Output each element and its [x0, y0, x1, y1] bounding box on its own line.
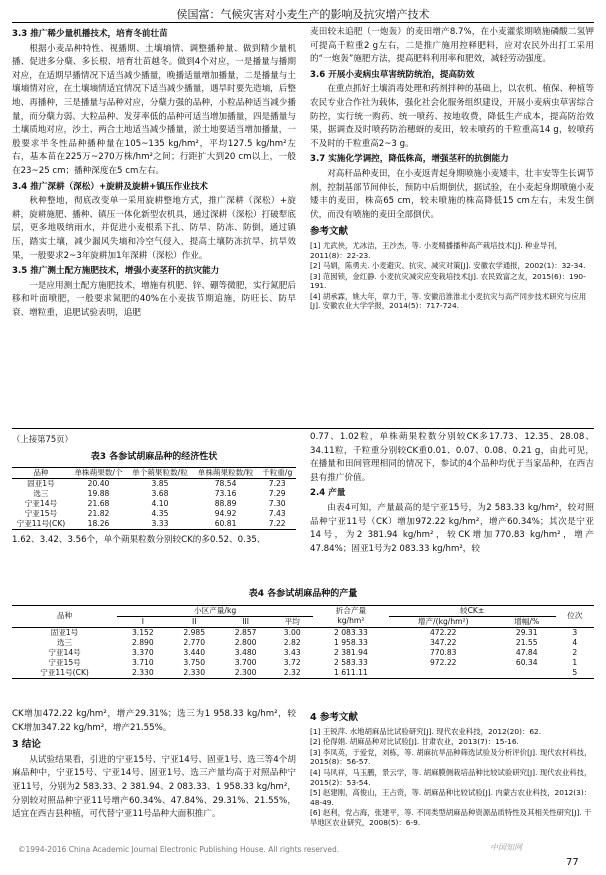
table4-cell: 47.84 — [515, 647, 538, 657]
continued-note: （上接第75页） — [12, 434, 73, 444]
table3 — [12, 467, 296, 530]
table3-row — [12, 509, 296, 519]
table3-cell: 73.16 — [214, 489, 237, 499]
section-3-3-heading: 3.3 推广稀少量机播技术，培育冬前壮苗 — [12, 29, 168, 39]
page-number: 77 — [566, 857, 579, 868]
table4-cell: 选三 — [56, 637, 73, 647]
table4-cell — [498, 668, 556, 679]
reference-item: [4] 胡承霖，姚大年，章力干，等. 安徽沿淮淮北小麦抗灾与高产同步技术研究与应用[J]. 安徽农业大学学报，2014(5)：717-724. — [310, 291, 587, 311]
section-3-3-text: 根据小麦品种特性、视播期、土壤墒情、调整播种量、做到精少量机播、促进多分蘖、多长根、培育壮苗越冬。做到4个对应，一是播量与播期对应，在适期早播情况下适当减少播量，晚播适量增加播量，二是播量与土壤墒情对应，在土壤墒情适宜情况下适当减少播量，遇旱时要先造墒，后整地、再播种，三是播量与品种对应，分蘖力强的品种，小粒品种适当减少播量，而分蘖力弱、大粒品种、发芽率低的品种可适当增加播量，四是播量与土壤质地对应，沙土、两合土地适当减少播量，淤土地要适当增加播量，一般要求半冬性品种播种量在105~135 kg/hm²，平均127.5 kg/hm²左右，基本苗在225万~270万株/hm²之间；行距扩大到20 cm以上，一般在23~25 cm；播种深度在5 cm左右。 — [12, 43, 296, 176]
table3-cell: 宁亚14号 — [24, 499, 58, 509]
table4-subheader: 增产/(kg/hm²) — [389, 616, 498, 627]
table4 — [12, 605, 594, 679]
table4-header: 折合产量 — [335, 605, 367, 615]
reference-item: [4] 马风祥，马玉鹏，景云学，等. 胡麻膜侧栽培品种比较试验研究[J]. 现代农业科技，2015(2)：53-54. — [310, 767, 592, 787]
conclusion-heading: 3 结论 — [12, 739, 41, 751]
header-rule — [12, 22, 594, 23]
table4-cell: 1 611.11 — [313, 668, 389, 679]
table3-cell: 7.30 — [268, 499, 286, 509]
table4-cell: 2.330 — [169, 668, 220, 679]
table4-cell: 1 958.33 — [333, 637, 368, 647]
table4-cell: 3 — [572, 627, 578, 637]
table3-cell: 3.68 — [151, 489, 169, 499]
section-3-5-heading: 3.5 推广测土配方施肥技术，增强小麦茎秆的抗灾能力 — [12, 266, 220, 277]
conclusion-text: 从试验结果看，引进的宁亚15号、宁亚14号、固亚1号、选三等4个胡麻品种中，宁亚15号、宁亚14号、固亚1号、选三产量均高于对照品种宁亚11号，分别为2 583.33、2 381.94、2 083.33、1 958.33 kg/hm²，分别较对照品种宁亚11号增产60.34%、47.84%、29.31%、21.55%，适宜在西吉县种植，可代替宁亚11号品种大面积推广。 — [12, 754, 296, 820]
reference-item: [2] 马娟，陈勇夫. 小麦避灾、抗灾、减灾对策[J]. 安徽农学通报，2002(1)：32-34. — [310, 261, 586, 271]
table4-subheader: 平均 — [271, 616, 313, 627]
table3-header: 品种 — [12, 468, 70, 479]
table4-cell: 宁亚15号 — [48, 657, 81, 667]
table3-header: 单株蒴果粒数/粒 — [193, 468, 259, 479]
table3-cell: 7.43 — [268, 509, 286, 519]
table4-cell: 3.43 — [283, 647, 301, 657]
table3-cell: 4.35 — [151, 509, 169, 519]
table3-cell: 78.54 — [214, 479, 237, 489]
table4-cell: 4 — [572, 637, 578, 647]
table4-cell: 972.22 — [429, 657, 457, 667]
table4-cell: 2.890 — [131, 637, 154, 647]
table4-cell: 2.330 — [117, 668, 168, 679]
table4-cell: 347.22 — [429, 637, 457, 647]
table4-header: 较CK± — [389, 605, 556, 616]
table4-cell: 472.22 — [429, 627, 457, 637]
references-heading: 4 参考文献 — [310, 712, 358, 723]
bottom-right-column — [310, 708, 594, 844]
lower-right-column — [310, 431, 594, 581]
table3-cell: 宁亚15号 — [24, 509, 58, 519]
reference-item: [6] 赵利，党占海，张建平，等. 不同类型胡麻品种资源品质特性及其相关性研究[J]. 干旱地区农业研究，2008(5)：6-9. — [310, 808, 592, 827]
table3-cell: 7.22 — [258, 519, 296, 530]
table3-cell: 88.89 — [214, 499, 237, 509]
table4-cell: 2.32 — [271, 668, 313, 679]
copyright-footer: ©1994-2016 China Academic Journal Electronic Publishing House. All rights reserved. — [18, 845, 340, 854]
section-3-4-text: 秋种整地，彻底改变单一采用旋耕整地方式，推广深耕（深松）+旋耕，旋耕施肥、播种、镇压一体化新型农机具，通过深耕（深松）打破犁底层，更多地吸纳雨水，并促进小麦根系下扎、防旱、防冻、防倒，通过镇压，踏实土壤，减少漏风失墒和冷空气侵入，提高土壤防冻抗旱、抗旱效果，一般要求2~3年旋耕加1年深耕（深松）作业。 — [12, 196, 296, 261]
table4-cell: 3.152 — [131, 627, 154, 637]
table4-row — [12, 627, 594, 638]
table4-subheader: I — [117, 616, 168, 627]
section-3-5-text: 一是应用测土配方施肥技术，增施有机肥、锌、硼等微肥，实行氮肥后移和叶面喷肥，一般要求氮肥的40%在小麦拔节期追施，防旺长、防早衰、增粒重，追肥试验表明，追肥 — [12, 280, 296, 318]
section-3-6-heading: 3.6 开展小麦病虫草害统防统治，提高防效 — [310, 69, 475, 80]
table4-cell: 3.370 — [131, 647, 154, 657]
table3-header: 千粒重/g — [258, 468, 296, 479]
table3-cell: 21.68 — [87, 499, 110, 509]
table4-cell: 3.480 — [234, 647, 257, 657]
table4-cell: 2 — [572, 647, 578, 657]
references-heading: 参考文献 — [310, 226, 349, 238]
table4-cell: 2 583.33 — [333, 657, 368, 667]
reference-item: [1] 王锐萍. 水地胡麻品比试验研究[J]. 现代农业科技，2012(20)：62. — [310, 726, 542, 736]
table4-cell: 2.985 — [183, 627, 206, 637]
lower-left-column — [12, 431, 296, 581]
table3-row — [12, 479, 296, 490]
table4-caption: 表4 各参试胡麻品种的产量 — [248, 589, 358, 599]
table4-cell: 宁亚11号(CK) — [12, 668, 117, 679]
table3-cell: 60.81 — [193, 519, 259, 530]
article-divider — [12, 428, 594, 429]
upper-right-column — [310, 26, 594, 424]
section-2-4-heading: 2.4 产量 — [310, 488, 346, 499]
table3-row — [12, 499, 296, 509]
references-list — [310, 727, 594, 828]
references-list — [310, 241, 594, 311]
table3-cell: 宁亚11号(CK) — [12, 519, 70, 530]
table4-header: 位次 — [556, 605, 594, 627]
table4-cell: 3.440 — [183, 647, 206, 657]
table3-cell: 选三 — [33, 489, 49, 499]
table4-cell: 2.770 — [183, 637, 206, 647]
reference-item: [5] 赵建刚，高俊山，王占资，等. 胡麻品种比较试验[J]. 内蒙古农业科技，2012(3)：48-49. — [310, 788, 592, 807]
table3-header: 单个蒴果粒数/粒 — [127, 468, 193, 479]
table4-cell: 770.83 — [429, 647, 457, 657]
table3-cell: 固亚1号 — [27, 479, 55, 489]
reference-item: [2] 伦得娟. 胡麻品种对比试验[J]. 甘肃农业，2013(7)：15-16. — [310, 737, 519, 747]
table3-row — [12, 519, 296, 530]
yield-comparison-text: CK增加472.22 kg/hm²，增产29.31%；选三为1 958.33 kg/hm²，较CK增加347.22 kg/hm²，增产21.55%。 — [12, 709, 296, 733]
table4-header: 小区产量/kg — [117, 605, 313, 616]
table3-cell: 3.85 — [151, 479, 169, 489]
running-header: 侯国富：气候灾害对小麦生产的影响及抗灾增产技术 — [176, 8, 430, 21]
table3-cell: 7.29 — [268, 489, 286, 499]
table4-cell: 3.00 — [283, 627, 301, 637]
table4-subheader: II — [169, 616, 220, 627]
table4-cell: 2 083.33 — [333, 627, 368, 637]
table4-cell: 3.700 — [234, 657, 257, 667]
table4-cell: 2.300 — [220, 668, 271, 679]
table4-row — [12, 668, 594, 679]
table4-cell: 60.34 — [515, 657, 538, 667]
table3-cell: 7.23 — [268, 479, 286, 489]
table4-subheader: kg/hm² — [313, 616, 389, 627]
table4-cell: 1 — [572, 657, 578, 667]
table4-cell: 2.82 — [283, 637, 301, 647]
table4-cell: 3.750 — [183, 657, 206, 667]
table4-cell: 21.55 — [515, 637, 538, 647]
table4-row — [12, 648, 594, 658]
table4-cell: 宁亚14号 — [48, 647, 81, 657]
table4-cell: 29.31 — [515, 627, 538, 637]
table4-subheader: III — [220, 616, 271, 627]
table4-cell: 3.710 — [131, 657, 154, 667]
table4-cell: 2.800 — [234, 637, 257, 647]
table3-cell: 18.26 — [70, 519, 127, 530]
table4-cell — [389, 668, 498, 679]
economic-traits-text: 0.77、1.02粒，单株蒴果粒数分别较CK多17.73、12.35、28.08、34.11粒，千粒重分别较CK重0.01、0.07、0.08、0.21 g，由此可见，在播量和田间管理相同的情况下，参试的4个品种均优于当家品种，在西吉县有推广价值。 — [310, 432, 594, 483]
table3-followup-text: 1.62、3.42、3.56个，单个蒴果粒数分别较CK的多0.52、0.35、 — [12, 535, 266, 546]
table4-row — [12, 638, 594, 648]
fertilizer-text: 麦田较未追肥（一炮轰）的麦田增产8.7%，在小麦灌浆期喷施磷酸二氢钾可提高千粒重2 g左右，二是推广施用控释肥料，应对农民外出打工采用的“一炮轰”施肥方法，提高肥料利用率和肥效，减轻劳动强度。 — [310, 27, 594, 65]
table4-header: 品种 — [12, 605, 117, 627]
bottom-left-column — [12, 708, 296, 844]
section-3-7-heading: 3.7 实施化学调控，降低株高，增强茎秆的抗倒能力 — [310, 154, 509, 165]
table4-cell: 2 381.94 — [333, 647, 368, 657]
table3-cell: 21.82 — [87, 509, 110, 519]
watermark: 中国知网 — [490, 843, 522, 852]
section-3-6-text: 在重点抓好土壤消毒处理和药剂拌种的基础上，以农机、植保、种植等农民专业合作社为载体，强化社会化服务组织建设，开展小麦病虫草害综合防控，实行统一购药、统一喷药、按地收费，降低生产成本，提高防治效果，据调查及时喷药防治穗蚜的麦田，较未喷药的千粒重高14 g，较喷药不及时的千粒重高2~3 g。 — [310, 84, 594, 149]
table3-row — [12, 489, 296, 499]
reference-item: [3] 范囡锁，金红静. 小麦抗灾减灾应变栽培技术[J]. 农民致富之友，2015(6)：190-191. — [310, 271, 586, 291]
table3-cell: 4.10 — [151, 499, 169, 509]
upper-left-column — [12, 26, 296, 424]
table3-cell: 94.92 — [214, 509, 237, 519]
table3-header: 单株蒴果数/个 — [70, 468, 127, 479]
yield-text: 由表4可知，产量最高的是宁亚15号，为2 583.33 kg/hm²，较对照品种宁亚11号（CK）增加972.22 kg/hm²，增产60.34%；其次是宁亚14号，为2 381.94 kg/hm²，较CK增加770.83 kg/hm²，增产47.84%；固亚1号为2 083.33 kg/hm²，较 — [310, 502, 594, 554]
table4-cell: 2.857 — [234, 627, 257, 637]
table4-cell: 3.72 — [283, 657, 301, 667]
section-3-7-text: 对高秆品种麦田，在小麦返青起身期喷施小麦矮丰，壮丰安等生长调节剂，控制基部节间伸长，预防中后期倒伏，据试验，在小麦起身期喷施小麦矮丰的麦田，株高65 cm，较未喷施的株高降低15 cm左右，未发生倒伏，而没有喷施的麦田全部倒伏。 — [310, 168, 594, 220]
table3-cell: 3.33 — [127, 519, 193, 530]
table4-cell: 5 — [556, 668, 594, 679]
table3-cell: 19.88 — [87, 489, 110, 499]
table4-row — [12, 658, 594, 668]
reference-item: [3] 李凤英，于爱党，刘栋，等. 胡麻抗旱品种筛选试验及分析评价[J]. 现代农村科技，2015(8)：56-57. — [310, 747, 592, 767]
reference-item: [1] 尤武侠，尤冰洁，王沙杰，等. 小麦精播播种高产栽培技术[J]. 种业导刊，2011(8)：22-23. — [310, 240, 562, 260]
table4-cell: 固亚1号 — [50, 627, 79, 637]
table4-block — [12, 584, 594, 706]
table4-subheader: 增幅/% — [498, 616, 556, 627]
section-3-4-heading: 3.4 推广深耕（深松）+旋耕及旋耕+镇压作业技术 — [12, 181, 208, 192]
table3-cell: 20.40 — [87, 479, 110, 489]
table3-caption: 表3 各参试胡麻品种的经济性状 — [90, 451, 218, 462]
